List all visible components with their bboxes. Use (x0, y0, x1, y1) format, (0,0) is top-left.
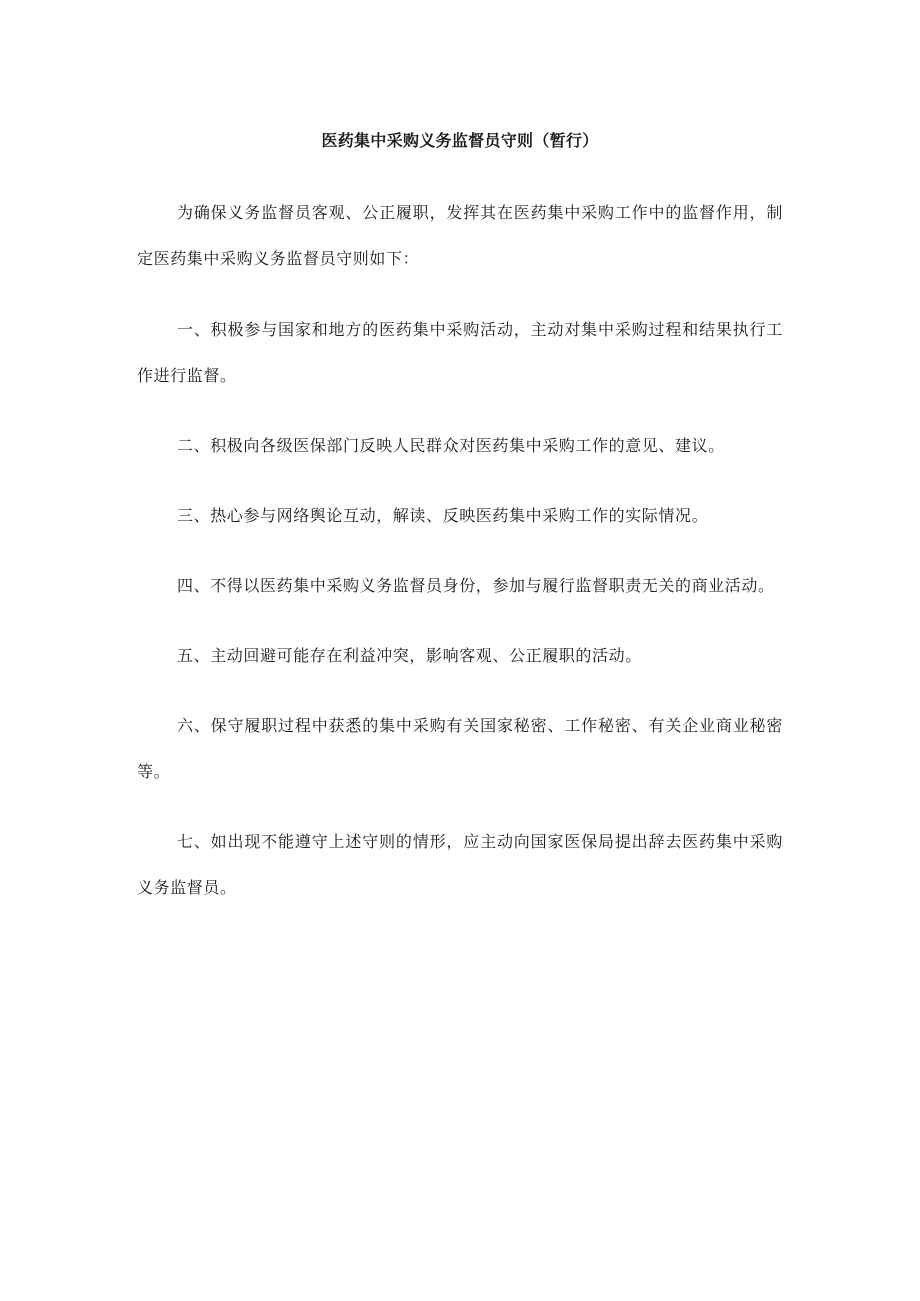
article-3: 三、热心参与网络舆论互动，解读、反映医药集中采购工作的实际情况。 (177, 506, 709, 525)
article-7: 七、如出现不能遵守上述守则的情形，应主动向国家医保局提出辞去医药集中采购义务监督员。 (137, 832, 783, 897)
article-5: 五、主动回避可能存在利益冲突，影响客观、公正履职的活动。 (177, 646, 642, 665)
document-title: 医药集中采购义务监督员守则（暂行） (321, 131, 599, 150)
document-body (137, 190, 783, 935)
article-1: 一、积极参与国家和地方的医药集中采购活动，主动对集中采购过程和结果执行工作进行监督。 (137, 320, 783, 385)
intro-paragraph: 为确保义务监督员客观、公正履职，发挥其在医药集中采购工作中的监督作用，制定医药集中采购义务监督员守则如下： (137, 203, 783, 268)
article-4: 四、不得以医药集中采购义务监督员身份，参加与履行监督职责无关的商业活动。 (177, 576, 775, 595)
article-6: 六、保守履职过程中获悉的集中采购有关国家秘密、工作秘密、有关企业商业秘密等。 (137, 716, 783, 781)
article-2: 二、积极向各级医保部门反映人民群众对医药集中采购工作的意见、建议。 (177, 436, 725, 455)
